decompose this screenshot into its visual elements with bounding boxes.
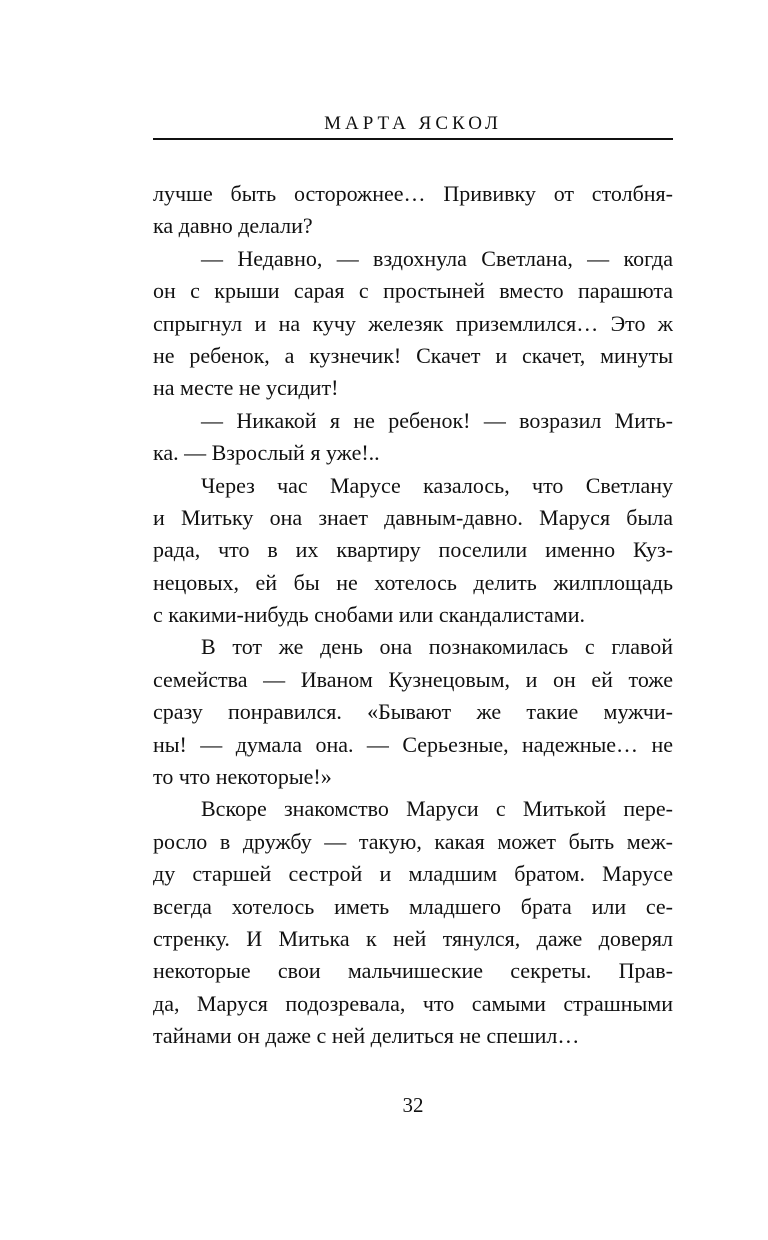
text-line: не ребенок, а кузнечик! Скачет и скачет, минуты: [153, 342, 673, 368]
text-line: — Недавно, — вздохнула Светлана, — когда: [201, 245, 673, 271]
page-number: 32: [402, 1093, 424, 1117]
header-rule: [153, 138, 673, 140]
text-line: ны! — думала она. — Серьезные, надежные… не: [153, 731, 673, 757]
text-line: да, Маруся подозревала, что самыми страшными: [153, 990, 673, 1016]
text-line: всегда хотелось иметь младшего брата или се-: [153, 893, 673, 919]
text-line: ка. — Взрослый я уже!..: [153, 440, 380, 466]
text-line: лучше быть осторожнее… Прививку от столбня-: [153, 181, 673, 206]
text-line: некоторые свои мальчишеские секреты. Прав-: [153, 958, 673, 984]
running-head: МАРТА ЯСКОЛ: [324, 113, 502, 134]
text-line: ду старшей сестрой и младшим братом. Марусе: [153, 861, 673, 887]
text-line: росло в дружбу — такую, какая может быть меж-: [153, 828, 673, 854]
text-line: тайнами он даже с ней делиться не спешил…: [153, 1023, 580, 1049]
text-line: стренку. И Митька к ней тянулся, даже доверял: [153, 925, 673, 951]
text-line: на месте не усидит!: [153, 375, 339, 401]
text-line: ка давно делали?: [153, 213, 313, 239]
text-line: семейства — Иваном Кузнецовым, и он ей тоже: [153, 666, 673, 692]
page-body: [153, 178, 673, 1053]
text-line: сразу понравился. «Бывают же такие мужчи-: [153, 699, 673, 725]
text-line: спрыгнул и на кучу железяк приземлился… Это ж: [153, 310, 673, 336]
text-line: и Митьку она знает давным-давно. Маруся была: [153, 504, 673, 530]
text-line: — Никакой я не ребенок! — возразил Мить-: [201, 407, 673, 433]
text-line: В тот же день она познакомилась с главой: [201, 634, 673, 660]
text-line: с какими-нибудь снобами или скандалистами.: [153, 602, 585, 628]
text-line: то что некоторые!»: [153, 764, 332, 790]
text-line: он с крыши сарая с простыней вместо парашюта: [153, 278, 673, 304]
text-line: рада, что в их квартиру поселили именно Куз-: [153, 537, 673, 563]
text-line: Вскоре знакомство Маруси с Митькой пере-: [201, 796, 673, 822]
text-line: Через час Марусе казалось, что Светлану: [201, 472, 673, 498]
text-line: нецовых, ей бы не хотелось делить жилплощадь: [153, 569, 673, 595]
